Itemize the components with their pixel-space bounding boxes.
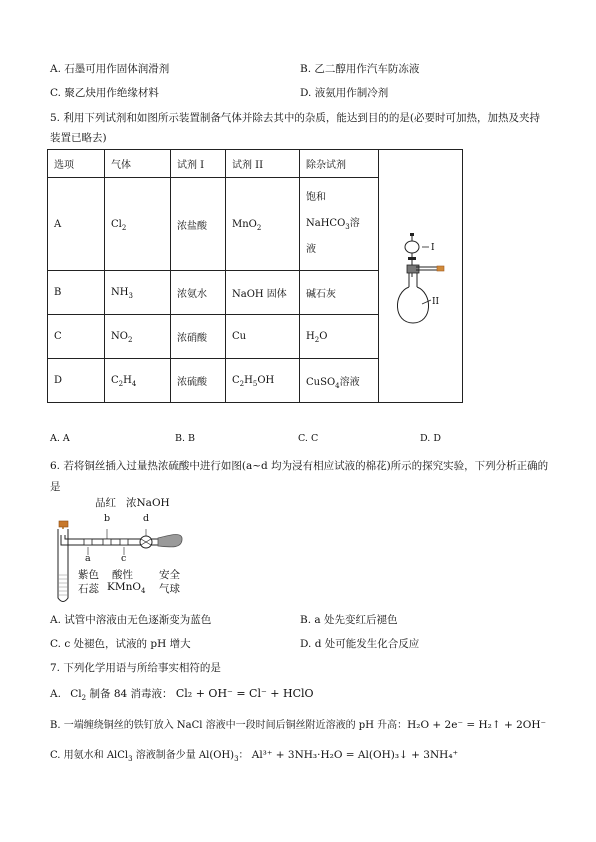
header-gas: 气体: [105, 150, 171, 178]
q6-stem-line1: 6. 若将铜丝插入过量热浓硫酸中进行如图(a~d 均为浸有相应试液的棉花)所示的探究实验，下列分析正确的: [50, 460, 549, 472]
leader-line-ii: [422, 300, 431, 304]
gas-generation-apparatus: [381, 205, 461, 345]
label-d: d: [143, 513, 150, 524]
cell-reagent-1: 浓盐酸: [171, 178, 226, 271]
label-b: b: [104, 513, 111, 524]
apparatus-cell: [379, 150, 463, 403]
label-reagent-ii: II: [431, 296, 439, 307]
cell-reagent-2: $C_2H_5OH$: [226, 359, 300, 403]
cell-gas: $NO_2$: [105, 315, 171, 359]
q5-answer-d: D. D: [420, 433, 441, 444]
q6-option-c: C. c 处褪色，试液的 pH 增大: [50, 638, 191, 650]
label-qiqiu: 气球: [159, 583, 180, 595]
cell-removal: $H_2O$: [300, 315, 379, 359]
q7-stem: 7. 下列化学用语与所给事实相符的是: [50, 662, 221, 674]
q6-experiment-diagram: [48, 495, 198, 607]
cell-reagent-2: Cu: [226, 315, 300, 359]
q5-options-table: [47, 149, 463, 403]
label-zise: 紫色: [78, 569, 99, 581]
label-reagent-i: I: [430, 242, 435, 253]
cell-option: B: [48, 271, 105, 315]
header-option: 选项: [48, 150, 105, 178]
q7-b-equation: H₂O + 2e⁻ = H₂↑ + 2OH⁻: [407, 719, 547, 731]
q5-answer-a: A. A: [50, 433, 70, 444]
q5-stem-line1: 5. 利用下列试剂和如图所示装置制备气体并除去其中的杂质，能达到目的的是(必要时可加热，加热及夹持: [50, 112, 540, 124]
q4-option-b: B. 乙二醇用作汽车防冻液: [300, 63, 420, 75]
label-a: a: [85, 553, 91, 564]
q5-answer-c: C. C: [298, 433, 319, 444]
q4-option-a: A. 石墨可用作固体润滑剂: [50, 63, 170, 75]
q5-stem-line2: 装置已略去): [50, 132, 107, 144]
label-anquan: 安全: [159, 569, 180, 581]
cell-gas: $Cl_2$: [105, 178, 171, 271]
cell-removal: 碱石灰: [300, 271, 379, 315]
q7-option-a: A. $Cl_2$ 制备 84 消毒液： Cl₂ + OH⁻ = Cl⁻ + HClO: [50, 687, 314, 703]
q4-option-d: D. 液氨用作制冷剂: [300, 87, 389, 99]
cell-removal: 饱和 NaHCO$_3$溶 液: [300, 178, 379, 271]
header-reagent-2: 试剂 II: [226, 150, 300, 178]
label-kmno4: KMnO$_4$: [107, 581, 146, 596]
label-suanxing: 酸性: [112, 569, 133, 581]
q6-option-b: B. a 处先变红后褪色: [300, 614, 398, 626]
cell-option: D: [48, 359, 105, 403]
cell-gas: $NH_3$: [105, 271, 171, 315]
header-removal-reagent: 除杂试剂: [300, 150, 379, 178]
label-shirui: 石蕊: [78, 583, 99, 595]
table-header-row: [48, 150, 463, 178]
label-c: c: [121, 553, 127, 564]
cell-option: C: [48, 315, 105, 359]
cell-option: A: [48, 178, 105, 271]
q7-c-equation: Al³⁺ + 3NH₃·H₂O = Al(OH)₃↓ + 3NH₄⁺: [251, 749, 459, 761]
cell-reagent-2: NaOH 固体: [226, 271, 300, 315]
q6-option-a: A. 试管中溶液由无色逐渐变为蓝色: [50, 614, 212, 626]
q7-option-c: C. 用氨水和 AlCl$_3$ 溶液制备少量 $Al(OH)_3$： Al³⁺ + 3NH₃·H₂O = Al(OH)₃↓ + 3NH₄⁺: [50, 749, 459, 763]
cell-reagent-2: MnO$_2$: [226, 178, 300, 271]
cell-reagent-1: 浓硫酸: [171, 359, 226, 403]
q7-a-equation: Cl₂ + OH⁻ = Cl⁻ + HClO: [175, 687, 314, 700]
label-naoh: 浓NaOH: [126, 497, 170, 509]
q6-option-d: D. d 处可能发生化合反应: [300, 638, 420, 650]
q5-answer-b: B. B: [175, 433, 196, 444]
cell-reagent-1: 浓硝酸: [171, 315, 226, 359]
cell-reagent-1: 浓氨水: [171, 271, 226, 315]
cell-removal: CuSO$_4$溶液: [300, 359, 379, 403]
cell-gas: $C_2H_4$: [105, 359, 171, 403]
q6-stem-line2: 是: [50, 481, 61, 493]
header-reagent-1: 试剂 I: [171, 150, 226, 178]
q4-option-c: C. 聚乙炔用作绝缘材料: [50, 87, 159, 99]
q7-option-b: B. 一端缠绕铜丝的铁钉放入 NaCl 溶液中一段时间后铜丝附近溶液的 pH 升高：H₂O + 2e⁻ = H₂↑ + 2OH⁻: [50, 719, 547, 731]
label-pinhong: 品红: [95, 497, 116, 509]
